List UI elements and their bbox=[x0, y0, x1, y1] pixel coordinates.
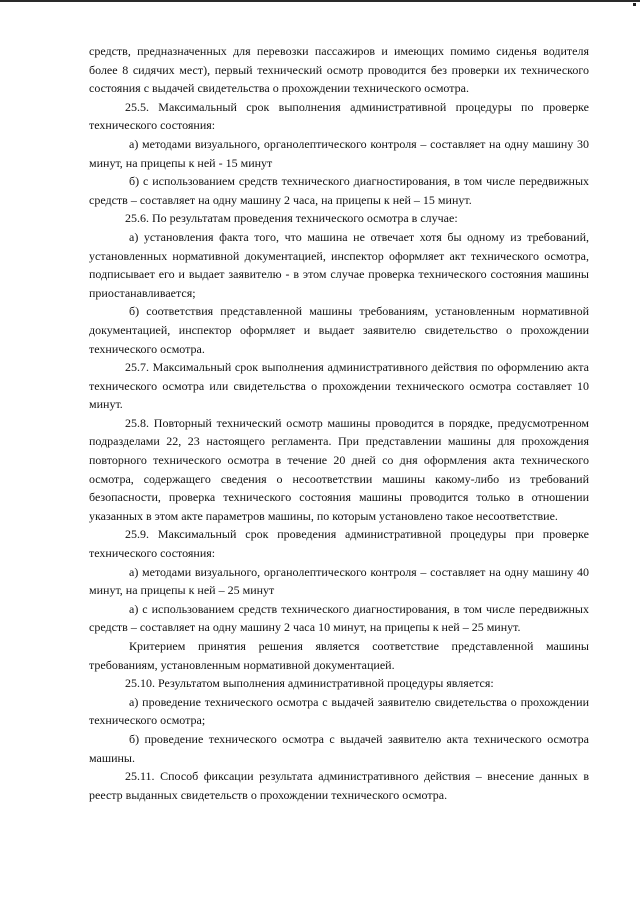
document-page bbox=[89, 42, 589, 804]
paragraph-criterion: Критерием принятия решения является соответствие представленной машины требованиям, установленным нормативной документацией. bbox=[89, 639, 589, 672]
paragraph-25-5: 25.5. Максимальный срок выполнения административной процедуры по проверке технического состояния: bbox=[89, 99, 589, 133]
paragraph-25-7: 25.7. Максимальный срок выполнения административного действия по оформлению акта технического осмотра или свидетельства о прохождении технического осмотра составляет 10 минут. bbox=[89, 360, 589, 412]
paragraph-25-6-a: а) установления факта того, что машина не отвечает хотя бы одному из требований, установленных нормативной документацией, инспектор оформляет акт технического осмотра, подписывает его и выдает заявителю - в этом случае проверка технического состояния машины приостанавливается; bbox=[89, 229, 589, 300]
paragraph-25-6-b: б) соответствия представленной машины требованиям, установленным нормативной документацией, инспектор оформляет и выдает заявителю свидетельство о прохождении технического осмотра. bbox=[89, 304, 589, 356]
paragraph-25-10-b: б) проведение технического осмотра с выдачей заявителю акта технического осмотра машины. bbox=[89, 731, 589, 765]
scan-edge-line bbox=[0, 0, 640, 2]
paragraph-25-11: 25.11. Способ фиксации результата административного действия – внесение данных в реестр выданных свидетельств о прохождении технического осмотра. bbox=[89, 769, 589, 802]
paragraph-25-8: 25.8. Повторный технический осмотр машины проводится в порядке, предусмотренном подразделами 22, 23 настоящего регламента. При представлении машины для прохождения повторного технического осмотра в течение 20 дней со дня оформления акта технического осмотра, содержащего сведения о несоответствии машины какому-либо из требований безопасности, проверка технического состояния машины проводится только в отношении указанных в этом акте параметров машины, по которым установлено такое несоответствие. bbox=[89, 415, 589, 523]
paragraph-25-6: 25.6. По результатам проведения технического осмотра в случае: bbox=[125, 211, 458, 226]
paragraph-25-10-a: а) проведение технического осмотра с выдачей заявителю свидетельства о прохождении технического осмотра; bbox=[89, 694, 589, 728]
paragraph-25-9-a: а) методами визуального, органолептического контроля – составляет на одну машину 40 минут, на прицепы к ней – 25 минут bbox=[89, 564, 589, 598]
paragraph-25-5-b: б) с использованием средств технического диагностирования, в том числе передвижных средств – составляет на одну машину 2 часа, на прицепы к ней – 15 минут. bbox=[89, 174, 589, 207]
scan-artifact bbox=[633, 3, 636, 6]
paragraph-25-9-a2: а) с использованием средств технического диагностирования, в том числе передвижных средств – составляет на одну машину 2 часа 10 минут, на прицепы к ней – 25 минут. bbox=[89, 601, 589, 635]
paragraph-continuation: средств, предназначенных для перевозки пассажиров и имеющих помимо сиденья водителя более 8 сидячих мест), первый технический осмотр проводится без проверки их технического состояния с выдачей свидетельства о прохождении технического осмотра. bbox=[89, 44, 589, 96]
paragraph-25-10: 25.10. Результатом выполнения административной процедуры является: bbox=[125, 676, 494, 691]
paragraph-25-5-a: а) методами визуального, органолептического контроля – составляет на одну машину 30 минут, на прицепы к ней - 15 минут bbox=[89, 136, 589, 170]
paragraph-25-9: 25.9. Максимальный срок проведения административной процедуры при проверке технического состояния: bbox=[89, 527, 589, 561]
